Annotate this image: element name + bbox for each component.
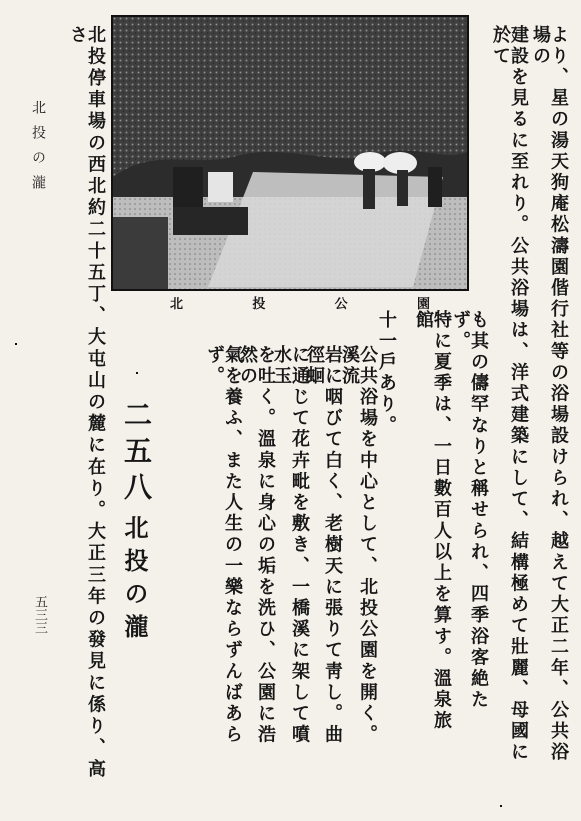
body-column-3: も其の儔罕なりと稱せられ、四季浴客絶たず。 (450, 310, 489, 711)
chapter-number: 二五八 (120, 400, 153, 508)
body-column-2: 建設を見るに至れり。公共浴場は、洋式建築にして、結構極めて壯麗、母國に於て (490, 25, 529, 764)
caption-char-2: 投 (252, 297, 266, 312)
body-column-8: に通じて花卉毗を敷き、一橋溪に架して噴水玉 (271, 345, 310, 746)
body-column-4: 特に夏季は、一日數百人以上を算す。溫泉旅館 (413, 310, 452, 732)
section-body-column: 北投停車場の西北約二十五丁、大屯山の麓に在り。大正三年の發見に係り、高さ (67, 25, 106, 781)
running-header: 北投の瀧 (30, 100, 46, 200)
park-photograph (111, 15, 469, 291)
chapter-title: 北投の瀧 (120, 515, 149, 647)
body-column-7: 岩に咽びて白く、老樹天に張りて靑し。曲徑蛔 (304, 345, 343, 746)
caption-char-4: 園 (416, 297, 430, 312)
page-number: 五三三 (32, 595, 47, 634)
caption-char-3: 公 (334, 297, 348, 312)
body-column-9: を吐く。溫泉に身心の垢を洗ひ、公園に浩然の (237, 345, 276, 746)
caption-char-1: 北 (170, 297, 184, 312)
body-column-10: 氣を養ふ、また人生の一樂ならずんばあらず。 (204, 345, 243, 746)
print-speck (136, 372, 138, 374)
body-column-1: より、星の湯天狗庵松濤園偕行社等の浴場設けられ、越えて大正二年、公共浴場の (530, 25, 569, 764)
body-column-6: 公共浴場を中心として、北投公園を開く。溪流 (339, 345, 378, 746)
body-column-5: 十一戶あり。 (376, 310, 397, 437)
print-speck (15, 343, 17, 345)
print-speck (500, 805, 502, 807)
park-photograph-image (113, 17, 467, 289)
